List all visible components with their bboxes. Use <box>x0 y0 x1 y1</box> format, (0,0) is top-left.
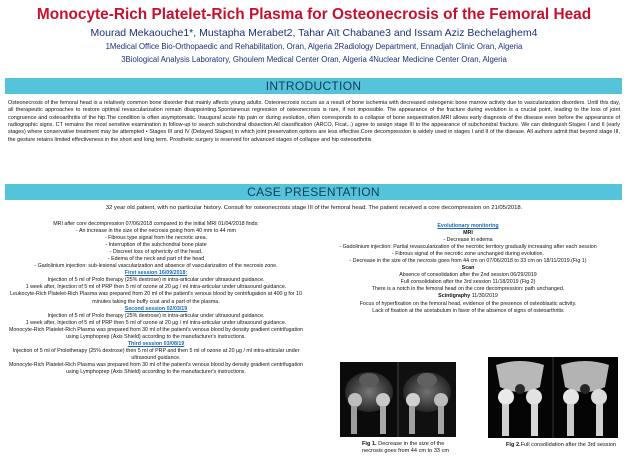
figure-2-caption <box>506 442 616 449</box>
ct-scan-drawing <box>488 357 618 438</box>
poster-title: Monocyte-Rich Platelet-Rich Plasma for Osteonecrosis of the Femoral Head <box>36 6 592 23</box>
mri-finding: - An increase in the size of the necrosis going from 40 mm to 44 mm <box>76 228 236 235</box>
mri-finding: - Gadolinium injection: sub-lesional vascularization and absence of vascularization of the necrosis zone. <box>34 263 278 270</box>
session-1-heading: First session 16/09/2018: <box>124 270 188 277</box>
session-1-line: 1 week after, Injection of 5 ml of PRP then 5 ml of ozone at 20 µg / ml intra-articular under ultrasound guidance. <box>25 284 287 291</box>
figure-1-caption-line-2: necrosis goes from 44 cm to 33 cm <box>362 448 450 455</box>
scan-line: Absence of consolidation after the 2nd session 06/29/2019 <box>399 272 537 279</box>
session-2-line: Monocyte-Rich Platelet-Rich Plasma was prepared from 30 ml of the patient's venous blood by density gradient centrifugation using Lymphoprep (Axis Shield) according to the manufacturer's instructions. <box>9 326 303 340</box>
session-1-line: Injection of 5 ml of Prolo therapy (25% dextrose) in intra-articular under ultrasound guidance. <box>47 277 265 284</box>
affiliation-line-1: 1Medical Office Bio-Orthopaedic and Rehabilitation, Oran, Algeria 2Radiology Department, Ennadjah Clinic Oran, Algeria <box>105 42 523 51</box>
introduction-text <box>8 100 620 144</box>
evolutionary-monitoring-heading: Evolutionary monitoring <box>437 223 499 229</box>
mri-figure-image <box>340 362 456 437</box>
scan-subheading: Scan <box>461 265 475 272</box>
mri-finding: - Edema of the neck and part of the head <box>107 256 205 263</box>
figure-2-caption-text: Full consolidation after the 3rd session <box>520 442 617 448</box>
ct-figure-image <box>488 357 618 438</box>
scintigraphy-heading-line <box>318 293 618 300</box>
session-3-line: Monocyte-Rich Platelet-Rich Plasma was prepared from 30 ml of the patient's venous blood by density gradient centrifugation using Lymphoprep (Axis Shield) according to the manufacturer's instructions. <box>9 361 303 375</box>
session-1-line: Leukocyte-Rich Platelet-Rich Plasma was prepared from 20 ml of the patient's venous blood by centrifugation at 400 g for 10 minutes taking the buffy coat and a part of the plasma. <box>10 291 302 305</box>
case-summary: 32 year old patient, with no particular history. Consult for osteonecrosis stage III of the femoral head. The patient received a core decompression on 21/05/2018. <box>105 205 523 211</box>
case-presentation-heading: CASE PRESENTATION <box>5 184 622 200</box>
mri-monitoring-line: - Decrease in the size of the necrosis goes from 44 cm on 07/06/2018 to 33 cm on 18/11/2019.(Fig 1) <box>349 258 587 265</box>
figure-1-caption <box>362 441 449 455</box>
mri-monitoring-line: - Gadolinium injection: Partial revascularization of the necrotic territory gradually increasing after each session <box>339 244 597 251</box>
mri-monitoring-line: - Decrease in edema <box>443 237 493 244</box>
figure-1-caption-line-1: Decrease in the size of the <box>378 441 445 447</box>
introduction-paragraph: Osteonecrosis of the femoral head is a relatively common bone disorder that mainly affects young adults. Osteonecrosis occurs as a result of bone ischemia with decreased osteogenic bone marrow activity due to vascularization disorders. Until this day, all therapeutic approaches to restore optimal revascularization remain disappointing.Spontaneous regression of osteonecrosis is rare, if not impossible. The appearance of the fracture during evolution is a crucial point, leading to the loss of joint congruence and osteoarthritis of the hip.The condition is often asymptomatic. Inaugural acute hip pain or during evolution, often corresponds to a collapse of bone sequestration.MRI allows early diagnosis of the disease even before the appearance of radiographic signs. CT remains the most sensitive examination in follow-up to search subchondral dissection.All classification (ARCO, Ficat...) agree to assign stage III to the appearance of subchondral fracture. We can distinguish:Stages I and II (early stages) where conservative treatment may be attempted • Stages III and IV (Delayed Stages) in which joint preservation options are less effective.Core decompression is widely used in stages I and II of the disease. All authors admit that beyond stage III, the gesture retains limited effectiveness in the short and long term. Prosthetic surgery is reserved for advanced stages of collapse and hip osteoarthritis <box>8 100 620 143</box>
session-2-heading: Second session 02/03/19 <box>124 305 188 312</box>
mri-finding: - Fibrous type signal from the necrotic area. <box>104 235 208 242</box>
scan-line: Full consolidation after the 3rd session 11/18/2019 (Fig 2) <box>400 279 536 286</box>
session-3-line: Injection of 5 ml of Prolotherapy (25% dextrose) then 5 ml of PRP and then 5 ml of ozone at 20 µg / ml intra-articular under ultrasound guidance. <box>12 347 300 361</box>
mri-scan-drawing <box>340 362 456 437</box>
mri-finding: - Discreet loss of sphericity of the head. <box>109 249 203 256</box>
affiliation-line-2: 3Biological Analysis Laboratory, Ghoulem Medical Center Oran, Algeria 4Nuclear Medicine Center Oran, Algeria <box>121 55 507 64</box>
session-3-heading: Third session 03/08/19 <box>127 340 185 347</box>
figure-1-label: Fig 1. <box>362 441 377 447</box>
scintigraphy-date: 11/30/2019 <box>470 293 498 300</box>
mri-intro: MRI after core decompression 07/06/2018 compared to the initial MRI 01/04/2018 finds: <box>53 221 259 227</box>
scintigraphy-label: Scintigraphy <box>438 293 471 300</box>
scan-line: There is a notch in the femoral head on the core decompression: path unchanged. <box>371 286 565 293</box>
authors-line: Mourad Mekaouche1*, Mustapha Merabet2, Tahar Aït Chabane3 and Issam Aziz Bechelaghem4 <box>90 27 538 39</box>
mri-finding: - Interruption of the subchondral bone plate <box>105 242 207 249</box>
introduction-heading: INTRODUCTION <box>5 78 622 94</box>
left-column <box>8 221 304 376</box>
scintigraphy-line: Focus of hyperfixation on the femoral head, evidence of the presence of osteoblastic activity. <box>359 300 577 307</box>
mri-monitoring-line: - Fibrous signal of the necrotic zone unchanged during evolution. <box>392 251 544 258</box>
session-2-line: 1 week after, Injection of 5 ml of PRP then 5 ml of ozone at 20 µg / ml intra-articular under ultrasound guidance. <box>25 319 287 326</box>
session-2-line: Injection of 5 ml of Prolo therapy (25% dextrose) in intra-articular under ultrasound guidance. <box>47 312 265 319</box>
mri-subheading: MRI <box>463 230 473 237</box>
scintigraphy-line: Lack of fixation at the acetabulum in favor of the absence of signs of osteoarthritis <box>372 307 564 314</box>
right-column <box>318 223 618 315</box>
figure-2-label: Fig 2. <box>506 442 521 448</box>
